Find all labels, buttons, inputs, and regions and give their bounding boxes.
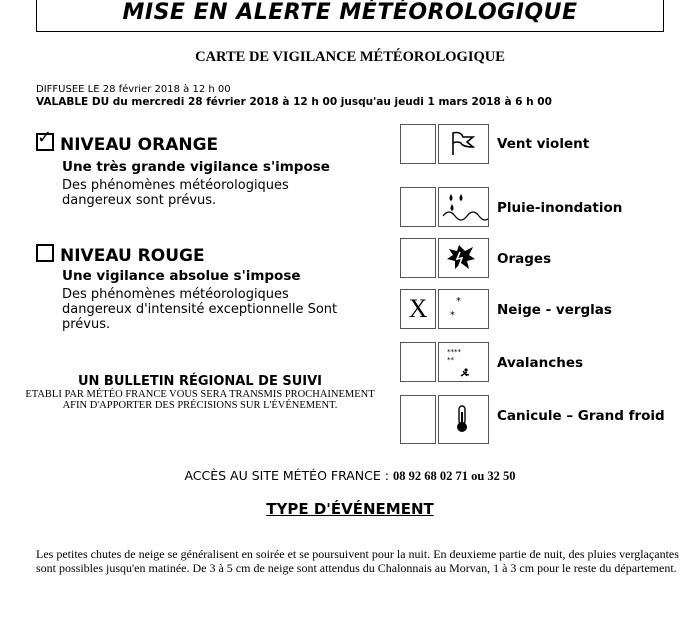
level-rouge-heading xyxy=(36,244,205,266)
phenomenon-mark-cell xyxy=(400,238,436,278)
check-icon: ✓ xyxy=(37,127,53,148)
svg-text:****: **** xyxy=(447,348,461,356)
phenomenon-label: Avalanches xyxy=(497,355,584,371)
rain-flood-icon xyxy=(439,188,488,226)
selected-x-mark: X xyxy=(408,294,428,323)
lightning-storm-icon xyxy=(439,239,488,277)
page-title: MISE EN ALERTE MÉTÉOROLOGIQUE xyxy=(122,0,578,25)
level-rouge-subtitle: Une vigilance absolue s'impose xyxy=(62,268,301,284)
thermometer-icon xyxy=(439,396,488,443)
phenomenon-mark-cell xyxy=(400,289,436,329)
level-rouge-description: Des phénomènes météorologiques dangereux d'intensité exceptionnelle Sont prévus. xyxy=(62,287,338,332)
phenomenon-icon-cell xyxy=(438,342,489,382)
header-box xyxy=(36,0,664,32)
bulletin-text: ETABLI PAR MÉTÉO FRANCE VOUS SERA TRANSMIS PROCHAINEMENT AFIN D'APPORTER DES PRÉCISIONS SUR L'ÉVÉNEMENT. xyxy=(25,389,375,411)
event-type-title: TYPE D'ÉVÉNEMENT xyxy=(266,500,434,518)
phenomenon-mark-cell xyxy=(400,342,436,382)
access-line xyxy=(0,468,700,484)
validity-period: VALABLE DU du mercredi 28 février 2018 à 12 h 00 jusqu'au jeudi 1 mars 2018 à 6 h 00 xyxy=(36,96,552,108)
level-orange-checkbox xyxy=(36,127,54,151)
access-label: ACCÈS AU SITE MÉTÉO FRANCE : xyxy=(184,468,389,483)
level-orange-description: Des phénomènes météorologiques dangereux sont prévus. xyxy=(62,178,289,208)
level-orange-title: NIVEAU ORANGE xyxy=(60,135,219,155)
level-rouge-checkbox xyxy=(36,244,54,262)
phenomenon-icon-cell xyxy=(438,187,489,227)
svg-text:*: * xyxy=(456,296,461,307)
svg-text:**: ** xyxy=(447,356,454,364)
phenomenon-icon-cell xyxy=(438,395,489,444)
level-orange-subtitle: Une très grande vigilance s'impose xyxy=(62,159,330,175)
bulletin xyxy=(0,374,400,411)
level-orange-heading xyxy=(36,127,219,155)
phenomenon-label: Canicule – Grand froid xyxy=(497,408,665,424)
phenomenon-icon-cell xyxy=(438,289,489,329)
phenomenon-mark-cell xyxy=(400,395,436,444)
avalanche-icon xyxy=(439,343,488,381)
access-phone: 08 92 68 02 71 ou 32 50 xyxy=(392,469,516,483)
wind-flag-icon xyxy=(439,125,488,163)
subtitle: CARTE DE VIGILANCE MÉTÉOROLOGIQUE xyxy=(195,49,505,65)
phenomenon-icon-cell xyxy=(438,124,489,164)
snowflake-icon xyxy=(439,290,488,328)
phenomenon-mark-cell xyxy=(400,124,436,164)
phenomenon-label: Pluie-inondation xyxy=(497,200,623,216)
phenomenon-label: Neige - verglas xyxy=(497,302,612,318)
phenomenon-label: Vent violent xyxy=(497,136,590,152)
level-rouge-title: NIVEAU ROUGE xyxy=(60,246,205,266)
phenomenon-icon-cell xyxy=(438,238,489,278)
phenomenon-label: Orages xyxy=(497,251,552,267)
bulletin-title: UN BULLETIN RÉGIONAL DE SUIVI xyxy=(77,374,323,389)
event-description: Les petites chutes de neige se généralisent en soirée et se poursuivent pour la nuit. En deuxieme partie de nuit, des pluies verglaçantes sont possibles jusqu'en matinée. De 3 à 5 cm de neige sont attendus du Chalonnais au Morvan, 1 à 3 cm pour le reste du département. xyxy=(36,547,679,575)
issued-date: DIFFUSEE LE 28 février 2018 à 12 h 00 xyxy=(36,84,231,95)
svg-text:*: * xyxy=(450,310,455,321)
phenomenon-mark-cell xyxy=(400,187,436,227)
